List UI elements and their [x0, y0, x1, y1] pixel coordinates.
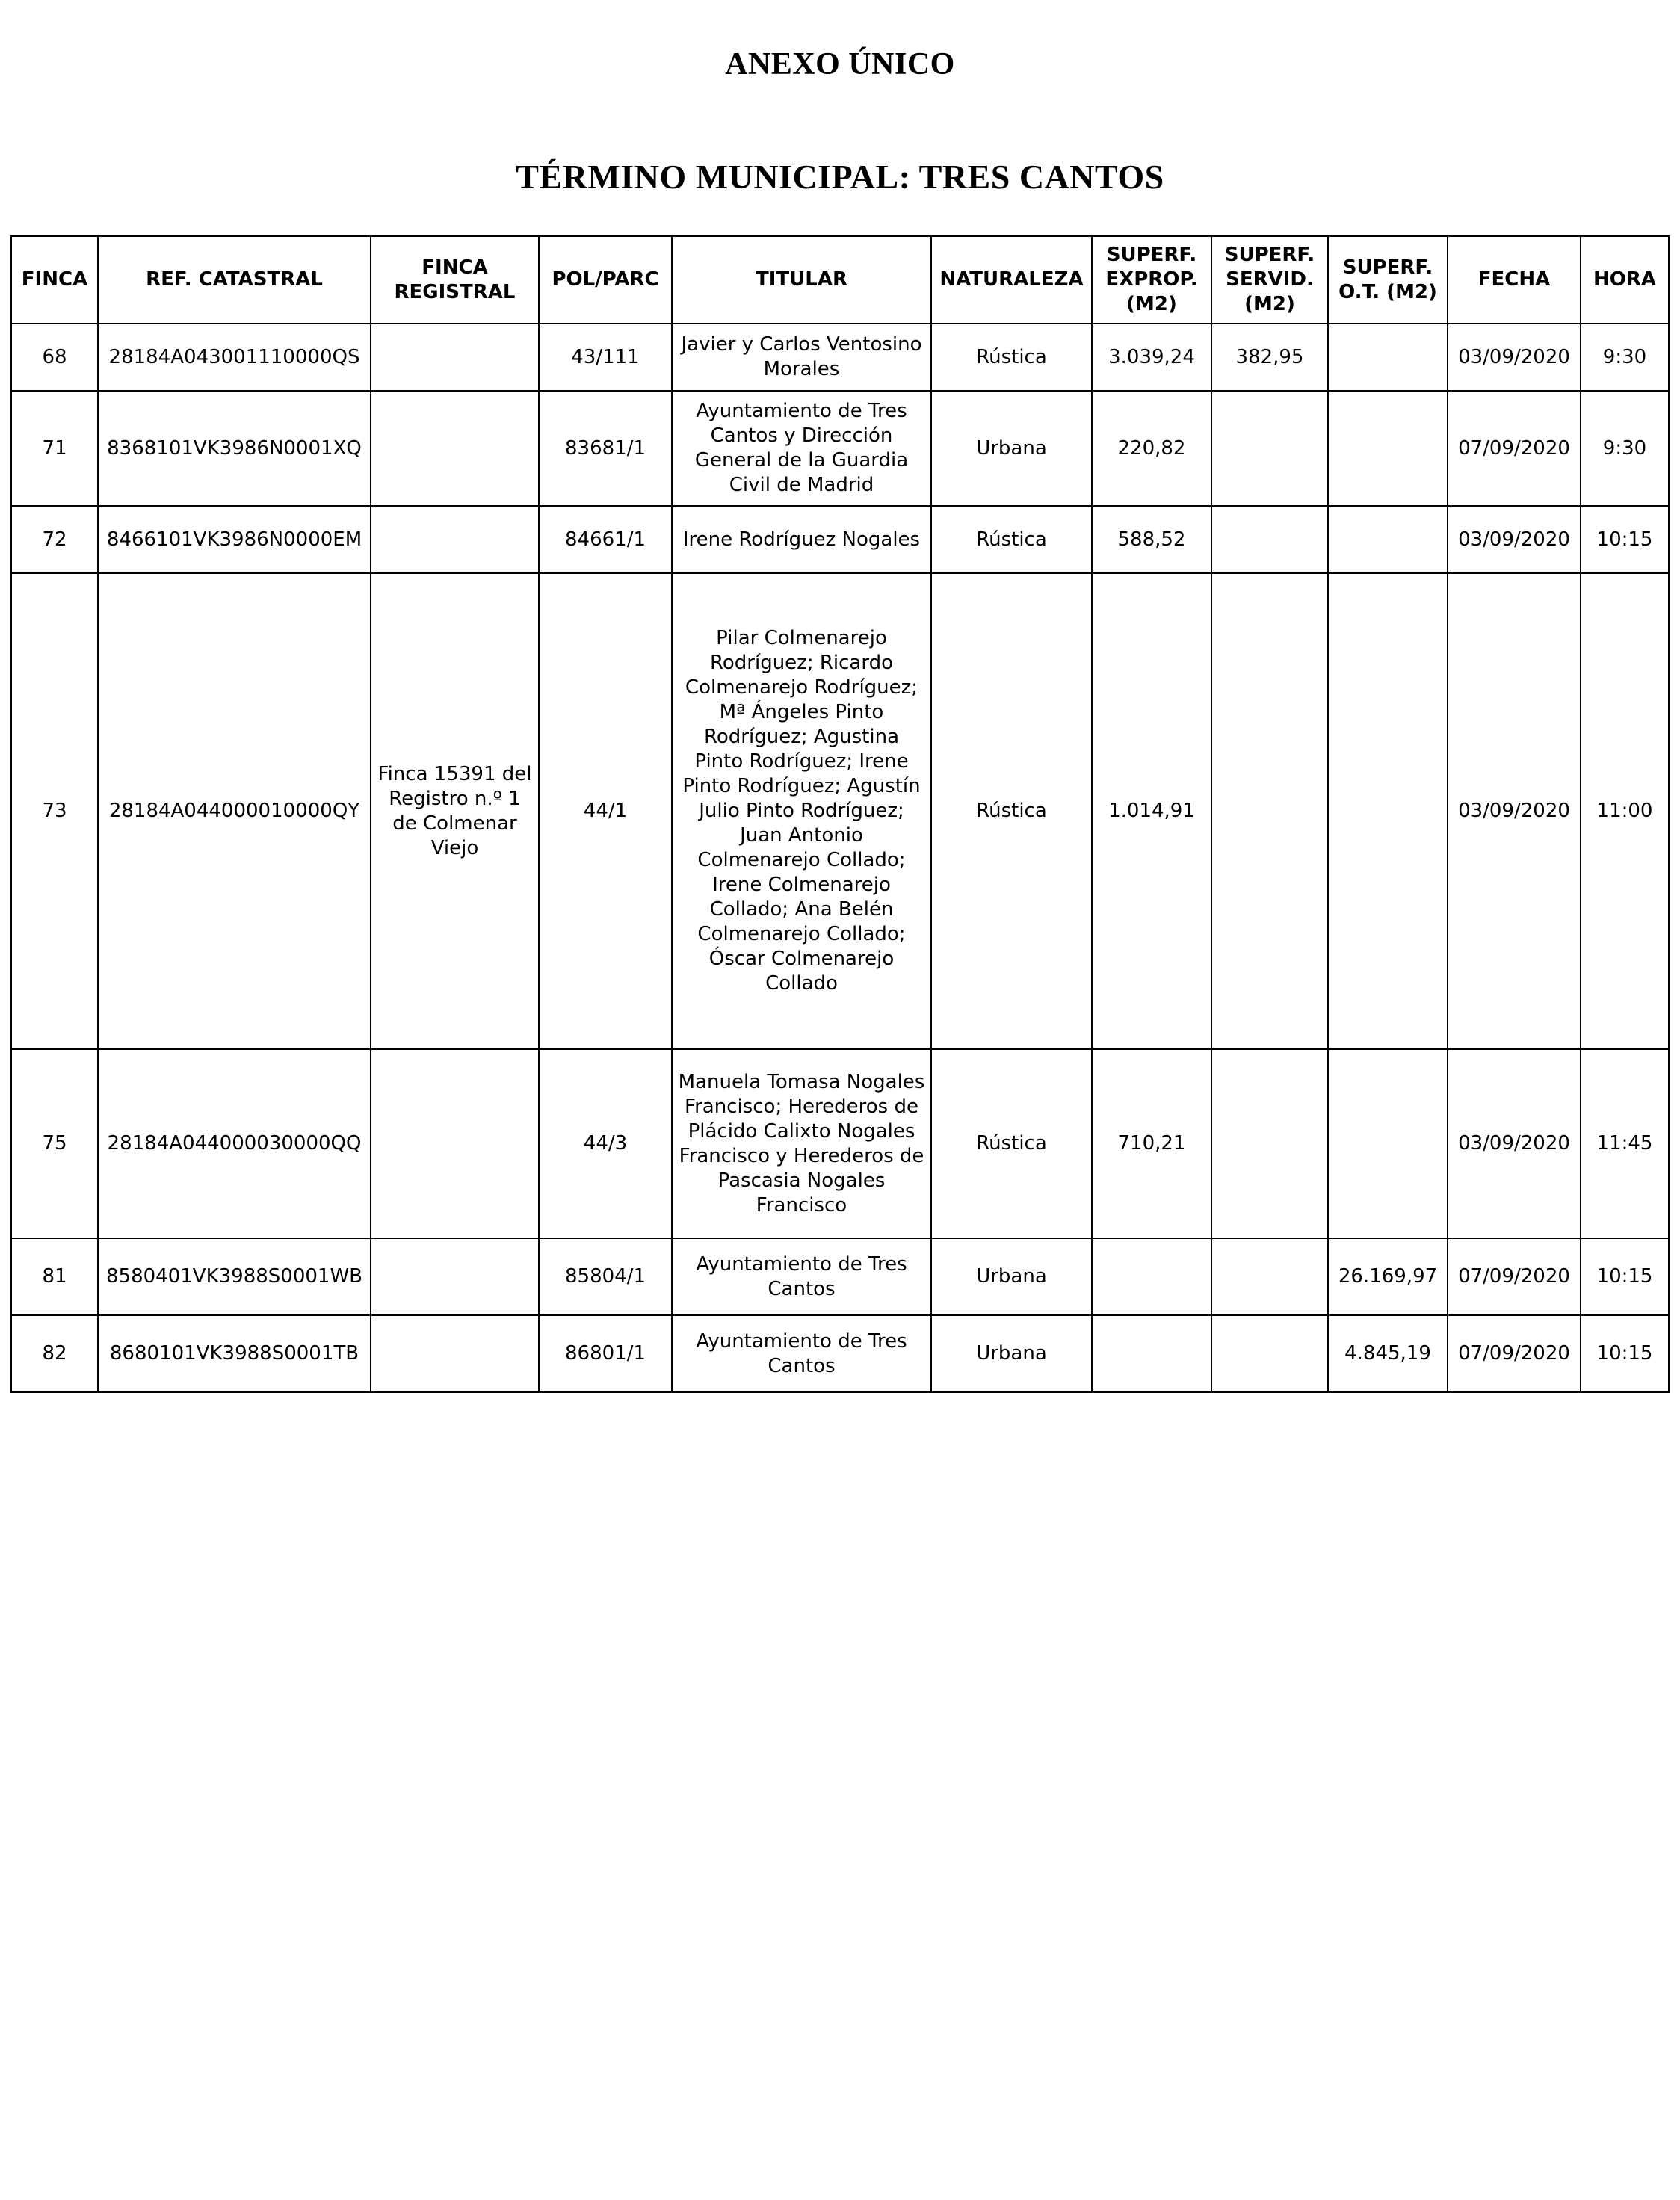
cell-finca-registral	[371, 391, 539, 506]
cell-hora: 10:15	[1581, 1238, 1669, 1315]
cell-hora: 9:30	[1581, 391, 1669, 506]
cell-finca-registral	[371, 506, 539, 573]
cell-pol-parc: 44/1	[539, 573, 672, 1049]
cell-naturaleza: Rústica	[931, 506, 1092, 573]
cell-superf-exprop	[1092, 1315, 1211, 1392]
cell-finca: 73	[11, 573, 98, 1049]
column-header-pol-parc: POL/PARC	[539, 236, 672, 324]
table-row	[11, 324, 1669, 391]
cell-finca-registral: Finca 15391 del Registro n.º 1 de Colmenar Viejo	[371, 573, 539, 1049]
cell-finca: 72	[11, 506, 98, 573]
cell-pol-parc: 85804/1	[539, 1238, 672, 1315]
expropriation-table	[10, 235, 1670, 1393]
cell-fecha: 03/09/2020	[1448, 573, 1581, 1049]
cell-finca-registral	[371, 324, 539, 391]
table-row	[11, 1049, 1669, 1238]
cell-ref-catastral: 8580401VK3988S0001WB	[98, 1238, 371, 1315]
cell-superf-servid	[1211, 506, 1328, 573]
cell-titular: Manuela Tomasa Nogales Francisco; Herederos de Plácido Calixto Nogales Francisco y Herederos de Pascasia Nogales Francisco	[672, 1049, 931, 1238]
cell-superf-ot	[1328, 1049, 1448, 1238]
cell-titular: Irene Rodríguez Nogales	[672, 506, 931, 573]
cell-finca: 75	[11, 1049, 98, 1238]
cell-superf-exprop: 710,21	[1092, 1049, 1211, 1238]
cell-titular: Ayuntamiento de Tres Cantos	[672, 1238, 931, 1315]
cell-fecha: 03/09/2020	[1448, 506, 1581, 573]
cell-pol-parc: 83681/1	[539, 391, 672, 506]
table-row	[11, 1238, 1669, 1315]
column-header-titular: TITULAR	[672, 236, 931, 324]
column-header-finca-registral: FINCA REGISTRAL	[371, 236, 539, 324]
cell-titular: Ayuntamiento de Tres Cantos y Dirección General de la Guardia Civil de Madrid	[672, 391, 931, 506]
cell-superf-servid	[1211, 1238, 1328, 1315]
cell-naturaleza: Rústica	[931, 324, 1092, 391]
cell-superf-ot	[1328, 324, 1448, 391]
cell-titular: Pilar Colmenarejo Rodríguez; Ricardo Colmenarejo Rodríguez; Mª Ángeles Pinto Rodríguez; Agustina Pinto Rodríguez; Irene Pinto Rodríguez; Agustín Julio Pinto Rodríguez; Juan Antonio Colmenarejo Collado; Irene Colmenarejo Collado; Ana Belén Colmenarejo Collado; Óscar Colmenarejo Collado	[672, 573, 931, 1049]
cell-naturaleza: Rústica	[931, 573, 1092, 1049]
cell-pol-parc: 86801/1	[539, 1315, 672, 1392]
cell-pol-parc: 44/3	[539, 1049, 672, 1238]
cell-superf-exprop: 1.014,91	[1092, 573, 1211, 1049]
cell-fecha: 03/09/2020	[1448, 1049, 1581, 1238]
cell-ref-catastral: 8466101VK3986N0000EM	[98, 506, 371, 573]
table-header-row	[11, 236, 1669, 324]
cell-superf-ot: 4.845,19	[1328, 1315, 1448, 1392]
cell-finca: 71	[11, 391, 98, 506]
section-title: TÉRMINO MUNICIPAL: TRES CANTOS	[516, 158, 1164, 196]
cell-ref-catastral: 8368101VK3986N0001XQ	[98, 391, 371, 506]
cell-finca-registral	[371, 1049, 539, 1238]
table-row	[11, 391, 1669, 506]
cell-pol-parc: 84661/1	[539, 506, 672, 573]
cell-titular: Javier y Carlos Ventosino Morales	[672, 324, 931, 391]
cell-hora: 11:45	[1581, 1049, 1669, 1238]
cell-fecha: 03/09/2020	[1448, 324, 1581, 391]
cell-hora: 11:00	[1581, 573, 1669, 1049]
cell-naturaleza: Urbana	[931, 1238, 1092, 1315]
cell-superf-ot: 26.169,97	[1328, 1238, 1448, 1315]
cell-pol-parc: 43/111	[539, 324, 672, 391]
cell-finca: 68	[11, 324, 98, 391]
cell-superf-exprop: 588,52	[1092, 506, 1211, 573]
cell-superf-servid	[1211, 391, 1328, 506]
cell-superf-ot	[1328, 506, 1448, 573]
cell-hora: 9:30	[1581, 324, 1669, 391]
cell-superf-servid	[1211, 1315, 1328, 1392]
cell-finca-registral	[371, 1315, 539, 1392]
column-header-ref-catastral: REF. CATASTRAL	[98, 236, 371, 324]
cell-superf-exprop	[1092, 1238, 1211, 1315]
cell-fecha: 07/09/2020	[1448, 1315, 1581, 1392]
cell-finca: 81	[11, 1238, 98, 1315]
cell-superf-ot	[1328, 391, 1448, 506]
cell-titular: Ayuntamiento de Tres Cantos	[672, 1315, 931, 1392]
cell-hora: 10:15	[1581, 506, 1669, 573]
cell-superf-exprop: 3.039,24	[1092, 324, 1211, 391]
cell-superf-servid: 382,95	[1211, 324, 1328, 391]
cell-hora: 10:15	[1581, 1315, 1669, 1392]
cell-superf-ot	[1328, 573, 1448, 1049]
cell-ref-catastral: 8680101VK3988S0001TB	[98, 1315, 371, 1392]
cell-finca: 82	[11, 1315, 98, 1392]
cell-naturaleza: Rústica	[931, 1049, 1092, 1238]
cell-superf-exprop: 220,82	[1092, 391, 1211, 506]
cell-superf-servid	[1211, 1049, 1328, 1238]
column-header-naturaleza: NATURALEZA	[931, 236, 1092, 324]
column-header-fecha: FECHA	[1448, 236, 1581, 324]
column-header-hora: HORA	[1581, 236, 1669, 324]
column-header-superf-ot: SUPERF. O.T. (M2)	[1328, 236, 1448, 324]
table-row	[11, 1315, 1669, 1392]
cell-naturaleza: Urbana	[931, 1315, 1092, 1392]
cell-ref-catastral: 28184A043001110000QS	[98, 324, 371, 391]
cell-naturaleza: Urbana	[931, 391, 1092, 506]
cell-ref-catastral: 28184A044000010000QY	[98, 573, 371, 1049]
cell-fecha: 07/09/2020	[1448, 1238, 1581, 1315]
cell-finca-registral	[371, 1238, 539, 1315]
table-row	[11, 506, 1669, 573]
document-title: ANEXO ÚNICO	[725, 47, 955, 81]
cell-ref-catastral: 28184A044000030000QQ	[98, 1049, 371, 1238]
cell-fecha: 07/09/2020	[1448, 391, 1581, 506]
table-row	[11, 573, 1669, 1049]
column-header-finca: FINCA	[11, 236, 98, 324]
column-header-superf-exprop: SUPERF. EXPROP. (M2)	[1092, 236, 1211, 324]
cell-superf-servid	[1211, 573, 1328, 1049]
column-header-superf-servid: SUPERF. SERVID. (M2)	[1211, 236, 1328, 324]
